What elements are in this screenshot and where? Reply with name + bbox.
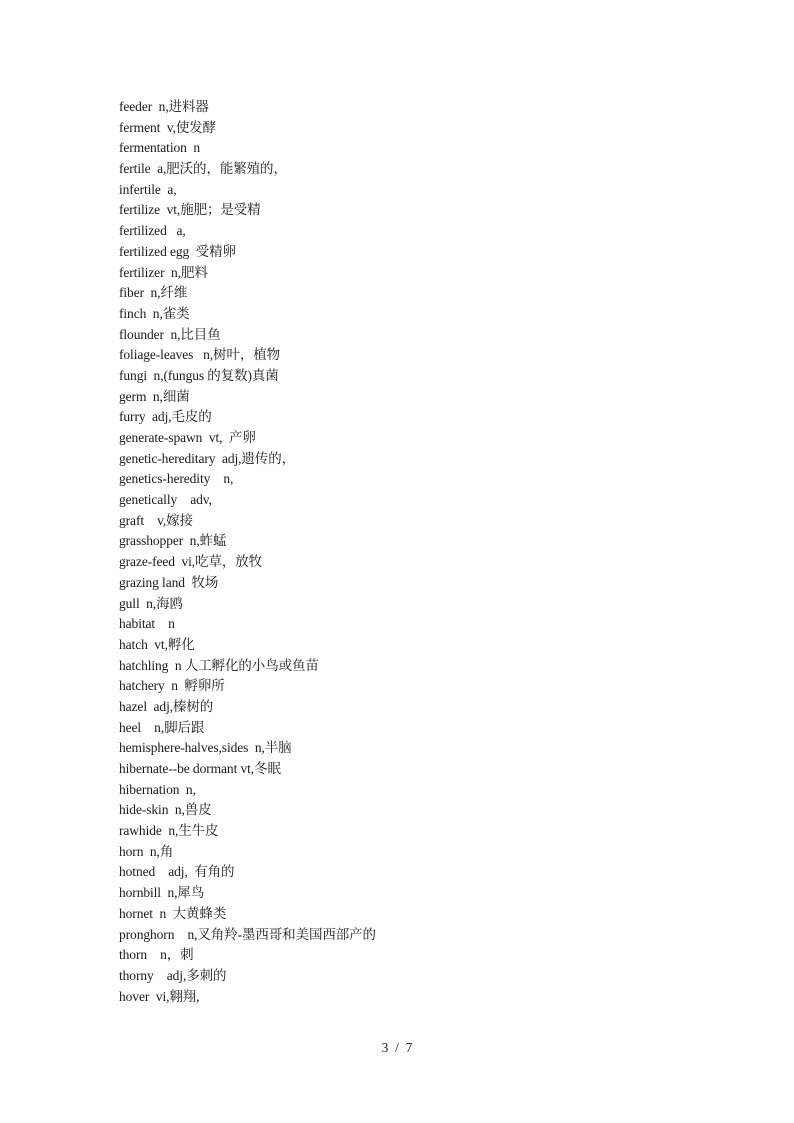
vocab-entry: fertile a,肥沃的，能繁殖的， [119, 161, 287, 177]
vocab-entry: hatchery n 孵卵所 [119, 678, 225, 694]
vocab-entry: hemisphere-halves,sides n,半脑 [119, 740, 292, 756]
vocab-entry: hover vi,翱翔, [119, 988, 200, 1004]
vocab-entry: graft v,嫁接 [119, 512, 193, 528]
vocab-entry: hibernate--be dormant vt,冬眠 [119, 761, 281, 776]
vocabulary-list [119, 97, 376, 1007]
vocab-entry: thorn n，刺 [119, 947, 194, 963]
vocab-entry: genetics-heredity n, [119, 471, 234, 487]
vocab-entry: germ n,细菌 [119, 388, 190, 404]
vocab-entry: hornet n 大黄蜂类 [119, 905, 227, 921]
vocab-entry: fertilizer n,肥料 [119, 264, 208, 280]
vocab-entry: hazel adj,榛树的 [119, 698, 214, 714]
vocab-entry: generate-spawn vt, 产卵 [119, 430, 256, 445]
vocab-entry: fertilized egg 受精卵 [119, 243, 236, 259]
vocab-entry: ferment v,使发酵 [119, 119, 217, 135]
vocab-entry: grazing land 牧场 [119, 574, 219, 590]
vocab-entry: finch n,雀类 [119, 305, 190, 321]
vocab-entry: fiber n,纤维 [119, 285, 188, 301]
vocab-entry: habitat n [119, 616, 175, 632]
vocab-entry: genetically adv, [119, 492, 212, 508]
vocab-entry: hibernation n, [119, 781, 196, 797]
vocab-entry: grasshopper n,蚱蜢 [119, 533, 227, 549]
vocab-entry: hatch vt,孵化 [119, 636, 195, 652]
vocab-entry: gull n,海鸥 [119, 595, 183, 611]
vocab-entry: heel n,脚后跟 [119, 719, 205, 735]
vocab-entry: hatchling n 人工孵化的小鸟或鱼苗 [119, 657, 319, 673]
vocab-entry: flounder n,比目鱼 [119, 326, 221, 342]
vocab-entry: genetic-hereditary adj,遗传的， [119, 450, 296, 466]
vocab-entry: fungi n,(fungus 的复数)真菌 [119, 367, 279, 383]
vocab-entry: hotned adj, 有角的 [119, 864, 235, 880]
vocab-entry: infertile a, [119, 181, 177, 197]
vocab-entry: thorny adj,多刺的 [119, 967, 227, 983]
vocab-entry: rawhide n,生牛皮 [119, 823, 219, 839]
vocab-entry: fertilize vt,施肥；是受精 [119, 202, 261, 218]
vocab-entry: horn n,角 [119, 843, 174, 859]
vocab-entry: furry adj,毛皮的 [119, 409, 212, 425]
vocab-entry: foliage-leaves n,树叶，植物 [119, 347, 281, 363]
vocab-entry: graze-feed vi,吃草，放牧 [119, 554, 263, 570]
vocab-entry: fermentation n [119, 140, 200, 156]
vocab-entry: feeder n,进料器 [119, 99, 209, 114]
page-number: 3 / 7 [381, 1040, 413, 1055]
vocab-entry: hornbill n,犀鸟 [119, 885, 205, 901]
vocab-entry: fertilized a, [119, 223, 186, 239]
vocab-entry: hide-skin n,兽皮 [119, 802, 212, 818]
vocab-entry: pronghorn n,叉角羚-墨西哥和美国西部产的 [119, 926, 376, 942]
